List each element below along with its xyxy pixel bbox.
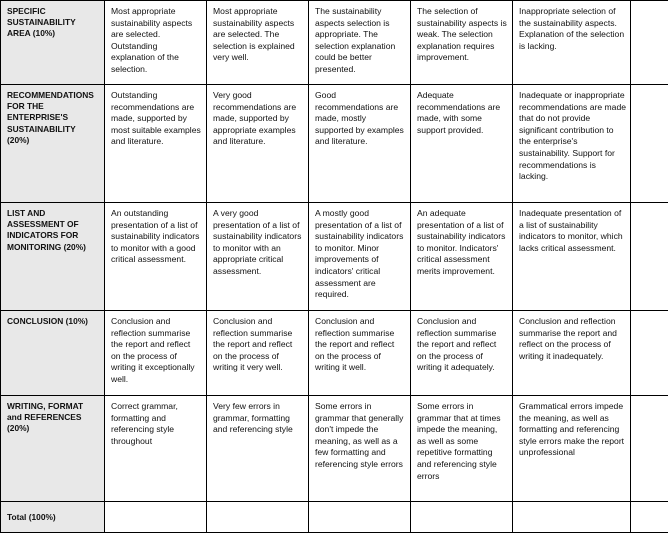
score-cell[interactable] [631,311,668,396]
criterion-cell: CONCLUSION (10%) [1,311,105,396]
rubric-row-writing-format-references [1,396,668,502]
score-cell[interactable] [631,85,668,203]
level-4-descriptor: Conclusion and reflection summarise the report and reflect on the process of writing it adequately. [411,311,513,396]
level-3-descriptor: Good recommendations are made, mostly supported by examples and literature. [309,85,411,203]
level-5-descriptor: Inappropriate selection of the sustainability aspects. Explanation of the selection is lacking. [513,1,631,85]
criterion-cell: LIST AND ASSESSMENT OF INDICATORS FOR MONITORING (20%) [1,203,105,311]
rubric-row-recommendations [1,85,668,203]
level-3-descriptor: Some errors in grammar that generally don't impede the meaning, as well as a few formatting and referencing style errors [309,396,411,502]
empty-cell [513,502,631,533]
empty-cell [105,502,207,533]
level-3-descriptor: Conclusion and reflection summarise the report and reflect on the process of writing it well. [309,311,411,396]
level-2-descriptor: Very few errors in grammar, formatting and referencing style [207,396,309,502]
level-1-descriptor: Most appropriate sustainability aspects are selected. Outstanding explanation of the selection. [105,1,207,85]
level-2-descriptor: Most appropriate sustainability aspects are selected. The selection is explained very well. [207,1,309,85]
score-cell[interactable] [631,396,668,502]
criterion-cell: WRITING, FORMAT and REFERENCES (20%) [1,396,105,502]
empty-cell [309,502,411,533]
rubric-row-conclusion [1,311,668,396]
level-2-descriptor: A very good presentation of a list of sustainability indicators to monitor with an appropriate critical assessment. [207,203,309,311]
level-1-descriptor: Conclusion and reflection summarise the report and reflect on the process of writing it exceptionally well. [105,311,207,396]
level-5-descriptor: Conclusion and reflection summarise the report and reflect on the process of writing it inadequately. [513,311,631,396]
level-3-descriptor: The sustainability aspects selection is appropriate. The selection explanation could be better presented. [309,1,411,85]
empty-cell [411,502,513,533]
rubric-row-specific-sustainability-area [1,1,668,85]
level-3-descriptor: A mostly good presentation of a list of sustainability indicators to monitor. Minor improvements of indicators' critical assessment are required. [309,203,411,311]
level-4-descriptor: Adequate recommendations are made, with some support provided. [411,85,513,203]
level-5-descriptor: Inadequate or inappropriate recommendations are made that do not provide significant contribution to the enterprise's sustainability. Support for recommendations is lacking. [513,85,631,203]
empty-cell [207,502,309,533]
level-1-descriptor: An outstanding presentation of a list of sustainability indicators to monitor with a good critical assessment. [105,203,207,311]
score-cell[interactable] [631,203,668,311]
rubric-row-indicators [1,203,668,311]
score-cell[interactable] [631,1,668,85]
level-2-descriptor: Conclusion and reflection summarise the report and reflect on the process of writing it very well. [207,311,309,396]
level-2-descriptor: Very good recommendations are made, supported by appropriate examples and literature. [207,85,309,203]
total-score-cell[interactable] [631,502,668,533]
total-label: Total (100%) [1,502,105,533]
rubric-row-total [1,502,668,533]
level-5-descriptor: Grammatical errors impede the meaning, as well as formatting and referencing style errors make the report unprofessional [513,396,631,502]
criterion-cell: SPECIFIC SUSTAINABILITY AREA (10%) [1,1,105,85]
level-5-descriptor: Inadequate presentation of a list of sustainability indicators to monitor, which lacks critical assessment. [513,203,631,311]
criterion-cell: RECOMMENDATIONS FOR THE ENTERPRISE'S SUSTAINABILITY (20%) [1,85,105,203]
level-1-descriptor: Outstanding recommendations are made, supported by most suitable examples and literature. [105,85,207,203]
level-4-descriptor: Some errors in grammar that at times impede the meaning, as well as some repetitive formatting and referencing style errors [411,396,513,502]
level-4-descriptor: The selection of sustainability aspects is weak. The selection explanation requires improvement. [411,1,513,85]
level-4-descriptor: An adequate presentation of a list of sustainability indicators to monitor. Indicators' critical assessment merits improvement. [411,203,513,311]
level-1-descriptor: Correct grammar, formatting and referencing style throughout [105,396,207,502]
